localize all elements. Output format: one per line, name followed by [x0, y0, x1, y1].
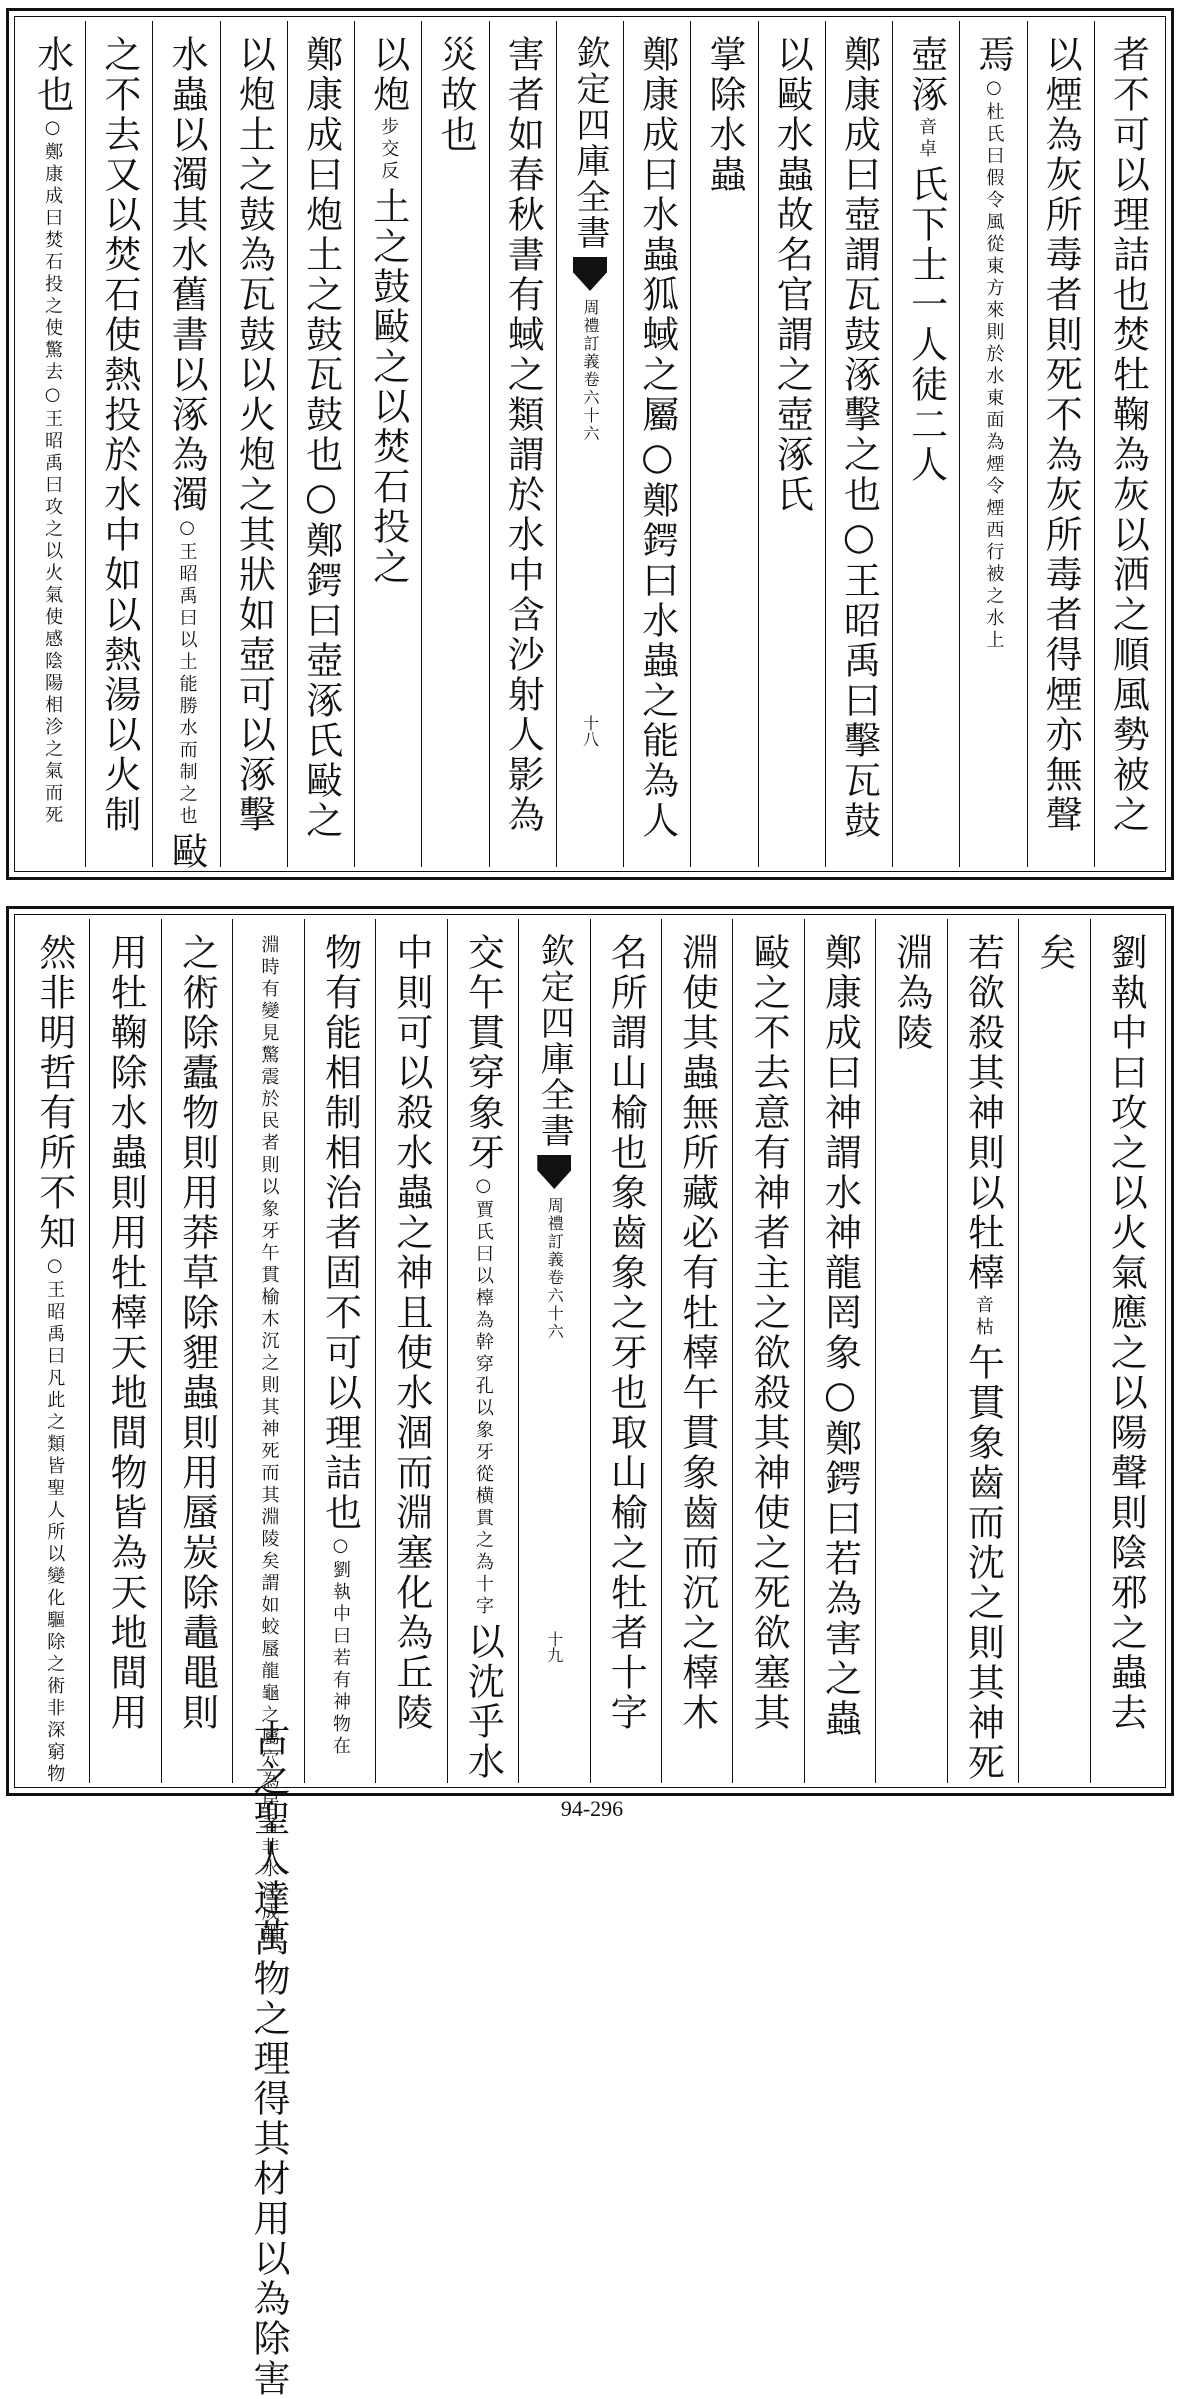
main-text: 以煙為灰所毒者則死不為灰所毒者得煙亦無聲 [1039, 35, 1083, 835]
text-column [304, 919, 375, 1783]
commentary-text: ○鄭康成曰焚石投之使驚去○王昭禹曰攻之以火氣使感陰陽相沴之氣而死 [42, 117, 64, 827]
text-column [354, 21, 421, 867]
main-text: 土之鼓敺之以焚石投之 [366, 187, 410, 587]
text-column [959, 21, 1026, 867]
main-text: 掌除水蟲 [702, 35, 746, 195]
text-column [892, 21, 959, 867]
commentary-text: ○劉執中曰若有神物在 [329, 1535, 351, 1758]
main-text: 交午貫穿象牙 [461, 933, 505, 1173]
text-column [758, 21, 825, 867]
text-column [152, 21, 219, 872]
text-column [590, 919, 661, 1783]
main-text: 名所謂山榆也象齒象之牙也取山榆之牡者十字 [604, 933, 648, 1733]
main-text: 水蟲以濁其水舊書以涿為濁 [165, 35, 209, 515]
text-column [1018, 919, 1089, 1783]
center-margin-column [556, 21, 623, 867]
main-text: 午貫象齒而沈之則其神死 [961, 1343, 1005, 1783]
text-column [19, 919, 89, 1786]
text-column [661, 919, 732, 1783]
text-column [375, 919, 446, 1783]
text-column [1094, 21, 1161, 867]
center-margin-column [518, 919, 589, 1783]
main-text: 敺 [165, 832, 209, 872]
main-text: 若欲殺其神則以牡橭 [961, 933, 1005, 1293]
main-text: 氏下士一人徒二人 [904, 165, 948, 485]
text-column [732, 919, 803, 1783]
top-page [6, 8, 1174, 880]
main-text: 害者如春秋書有蜮之類謂於水中含沙射人影為 [501, 35, 545, 835]
main-text: 鄭康成曰神謂水神龍罔象○鄭鍔曰若為害之蟲 [818, 933, 862, 1739]
main-text: 之術除蠹物則用莽草除貍蟲則用蜃炭除鼃黽則 [175, 933, 219, 1733]
main-text: 鄭康成曰壺謂瓦鼓涿擊之也○王昭禹曰擊瓦鼓 [837, 35, 881, 841]
text-column [690, 21, 757, 867]
fish-tail-mark-icon [573, 257, 607, 291]
book-title: 周禮訂義 [581, 299, 600, 371]
main-text: 鄭康成曰水蟲狐蜮之屬○鄭鍔曰水蟲之能為人 [635, 35, 679, 841]
text-column [623, 21, 690, 867]
commentary-text: ○王昭禹曰以土能勝水而制之也 [176, 517, 198, 828]
text-column [447, 919, 518, 1783]
text-column [1027, 21, 1094, 867]
commentary-text: 音枯 [972, 1295, 994, 1339]
main-text: 者不可以理詰也焚牡鞠為灰以洒之順風勢被之 [1106, 35, 1150, 835]
top-columns [19, 21, 1161, 872]
text-column [804, 919, 875, 1783]
text-column [875, 919, 946, 1783]
main-text: 災故也 [434, 35, 478, 155]
main-text: 水也 [30, 35, 74, 115]
commentary-text: 音卓 [916, 117, 938, 161]
main-text: 以敺水蟲故名官謂之壺涿氏 [770, 35, 814, 515]
commentary-text: 步交反 [378, 117, 400, 183]
text-column [1090, 919, 1161, 1783]
main-text: 以沈乎水 [461, 1622, 505, 1782]
folio-number: 十八 [580, 715, 600, 747]
main-text: 敺之不去意有神者主之欲殺其神使之死欲塞其 [747, 933, 791, 1733]
text-column [220, 21, 287, 867]
main-text: 以炮 [366, 35, 410, 115]
text-column [89, 919, 160, 1783]
volume-number: 卷六十六 [581, 371, 600, 443]
main-text: 劉執中曰攻之以火氣應之以陽聲則陰邪之蟲去 [1104, 933, 1148, 1733]
commentary-text: ○賈氏曰以橭為幹穿孔以象牙從横貫之為十字 [472, 1175, 494, 1618]
text-column [232, 919, 303, 2399]
text-column [421, 21, 488, 867]
text-column [489, 21, 556, 867]
volume-number: 卷六十六 [545, 1269, 565, 1341]
book-title: 周禮訂義 [545, 1197, 565, 1269]
page-number: 94-296 [560, 1796, 624, 1821]
main-text: 之不去又以焚石使熱投於水中如以熱湯以火制 [97, 35, 141, 835]
main-text: 古之聖人達萬物之理得其材用以為除害 [247, 1719, 291, 2399]
commentary-text: 淵時有變見驚震於民者則以象牙午貫榆木沉之則其神死而其淵陵矣謂如蛟蜃龍龜之屬穴為居者非水注成淵 [258, 935, 280, 1947]
text-column [19, 21, 85, 867]
main-text: 物有能相制相治者固不可以理詰也 [318, 933, 362, 1533]
text-column [825, 21, 892, 867]
main-text: 淵為陵 [889, 933, 933, 1053]
book-series-title: 欽定四庫全書 [570, 35, 610, 251]
text-column [161, 919, 232, 1783]
text-column [287, 21, 354, 867]
main-text: 用牡鞠除水蟲則用牡橭天地間物皆為天地間用 [104, 933, 148, 1733]
main-text: 焉 [971, 35, 1015, 75]
text-column [947, 919, 1018, 1783]
main-text: 然非明哲有所不知 [32, 933, 76, 1253]
main-text: 以炮土之鼓為瓦鼓以火炮之其狀如壺可以涿擊 [232, 35, 276, 835]
main-text: 鄭康成曰炮土之鼓瓦鼓也○鄭鍔曰壺涿氏敺之 [299, 35, 343, 841]
folio-number: 十九 [544, 1631, 564, 1663]
book-series-title: 欽定四庫全書 [534, 933, 575, 1149]
text-column [85, 21, 152, 867]
main-text: 壺涿 [904, 35, 948, 115]
main-text: 矣 [1032, 933, 1076, 973]
fish-tail-mark-icon [537, 1155, 571, 1189]
main-text: 淵使其蟲無所藏必有牡橭午貫象齒而沉之橭木 [675, 933, 719, 1733]
commentary-text: ○王昭禹曰凡此之類皆聖人所以變化驅除之術非深窮物 [44, 1255, 66, 1786]
commentary-text: ○杜氏曰假令風從東方來則於水東面為煙令煙西行被之水上 [983, 77, 1005, 652]
main-text: 中則可以殺水蟲之神且使水涸而淵塞化為丘陵 [389, 933, 433, 1733]
